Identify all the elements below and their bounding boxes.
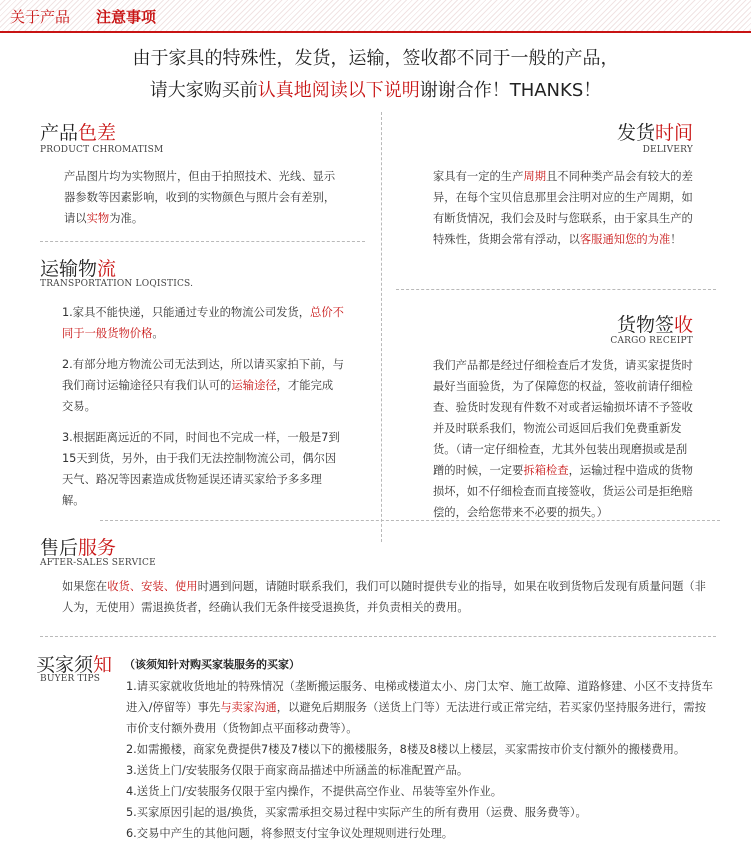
tab-about-product[interactable]: 关于产品 <box>10 8 71 26</box>
tab-notes[interactable]: 注意事项 <box>96 8 157 26</box>
after-sales-text: 如果您在收货、安装、使用时遇到问题，请随时联系我们，我们可以随时提供专业的指导，如果在收到货物后发现有质量问题（非人为，无使用）需退换货者，经确认我们无条件接受退换货，并负责相关的费用。 <box>62 580 706 614</box>
buyer-tip-6: 6.交易中产生的其他问题，将参照支付宝争议处理规则进行处理。 <box>126 827 454 840</box>
intro-line-2: 请大家购买前认真地阅读以下说明谢谢合作！THANKS！ <box>149 80 602 101</box>
receipt-text: 我们产品都是经过仔细检查后才发货，请买家提货时最好当面验货，为了保障您的权益，签收前请仔细检查、验货时发现有件数不对或者运输损坏请不予签收并及时联系我们，物流公司返回后我们免费重新发货。（请一定仔细检查，尤其外包装出现磨损或是刮蹭的时候，一定要拆箱检查，运输过程中造成的货物损坏，如不仔细检查而直接签收，货运公司是拒绝赔偿的，会给您带来不必要的损失。） <box>433 359 693 519</box>
divider-right-1 <box>396 289 716 290</box>
divider-left-1 <box>40 241 365 242</box>
section-subtitle-receipt: CARGO RECEIPT <box>610 336 693 346</box>
buyer-tip-4: 4.送货上门/安装服务仅限于室内操作，不提供高空作业、吊装等室外作业。 <box>126 785 503 798</box>
section-title-delivery: 发货时间 <box>616 122 693 144</box>
buyer-tips-note: （该须知针对购买家装服务的买家） <box>124 658 300 671</box>
header-underline <box>0 31 751 33</box>
section-subtitle-buyer-tips: BUYER TIPS <box>40 674 101 684</box>
logistics-item-1: 1.家具不能快递，只能通过专业的物流公司发货，总价不同于一般货物价格。 <box>62 306 344 340</box>
divider-buyer-tips <box>40 636 716 637</box>
section-title-buyer-tips: 买家须知 <box>36 654 113 676</box>
buyer-tips-list <box>126 676 714 844</box>
intro-line-1: 由于家具的特殊性，发货，运输，签收都不同于一般的产品， <box>132 48 619 69</box>
section-subtitle-after-sales: AFTER-SALES SERVICE <box>40 558 156 568</box>
section-title-color-diff: 产品色差 <box>40 122 117 144</box>
section-subtitle-logistics: TRANSPORTATION LOQISTICS. <box>40 279 194 289</box>
center-divider <box>381 112 382 542</box>
buyer-tip-1: 1.请买家就收货地址的特殊情况（垄断搬运服务、电梯或楼道太小、房门太窄、施工故障、道路修建、小区不支持货车进入/停留等）事先与卖家沟通，以避免后期服务（送货上门等）无法进行或正常完结，若买家仍坚持服务进行，需按市价支付额外费用（货物卸点平面移动费等）。 <box>126 680 713 735</box>
buyer-tip-2: 2.如需搬楼，商家免费提供7楼及7楼以下的搬楼服务，8楼及8楼以上楼层，买家需按市价支付额外的搬楼费用。 <box>126 743 686 756</box>
section-subtitle-color-diff: PRODUCT CHROMATISM <box>40 145 164 155</box>
color-diff-text: 产品图片均为实物照片，但由于拍照技术、光线、显示器参数等因素影响，收到的实物颜色与照片会有差别，请以实物为准。 <box>64 170 336 225</box>
logistics-item-2: 2.有部分地方物流公司无法到达，所以请买家拍下前，与我们商讨运输途径只有我们认可的运输途径，才能完成交易。 <box>62 358 344 413</box>
section-title-after-sales: 售后服务 <box>40 537 117 559</box>
buyer-tip-3: 3.送货上门/安装服务仅限于商家商品描述中所涵盖的标准配置产品。 <box>126 764 469 777</box>
logistics-item-3: 3.根据距离远近的不同，时间也不完成一样，一般是7到15天到货，另外，由于我们无法控制物流公司，偶尔因天气、路况等因素造成货物延误还请买家给予多多理解。 <box>62 431 340 507</box>
buyer-tip-5: 5.买家原因引起的退/换货，买家需承担交易过程中实际产生的所有费用（运费、服务费等）。 <box>126 806 587 819</box>
delivery-text: 家具有一定的生产周期且不同种类产品会有较大的差异，在每个宝贝信息那里会注明对应的生产周期，如有断货情况，我们会及时与您联系，由于家具生产的特殊性，货期会常有浮动，以客服通知您的为准！ <box>433 170 693 246</box>
section-title-logistics: 运输物流 <box>40 258 117 280</box>
section-subtitle-delivery: DELIVERY <box>642 145 693 155</box>
logistics-text <box>62 302 344 521</box>
section-title-receipt: 货物签收 <box>616 314 693 336</box>
